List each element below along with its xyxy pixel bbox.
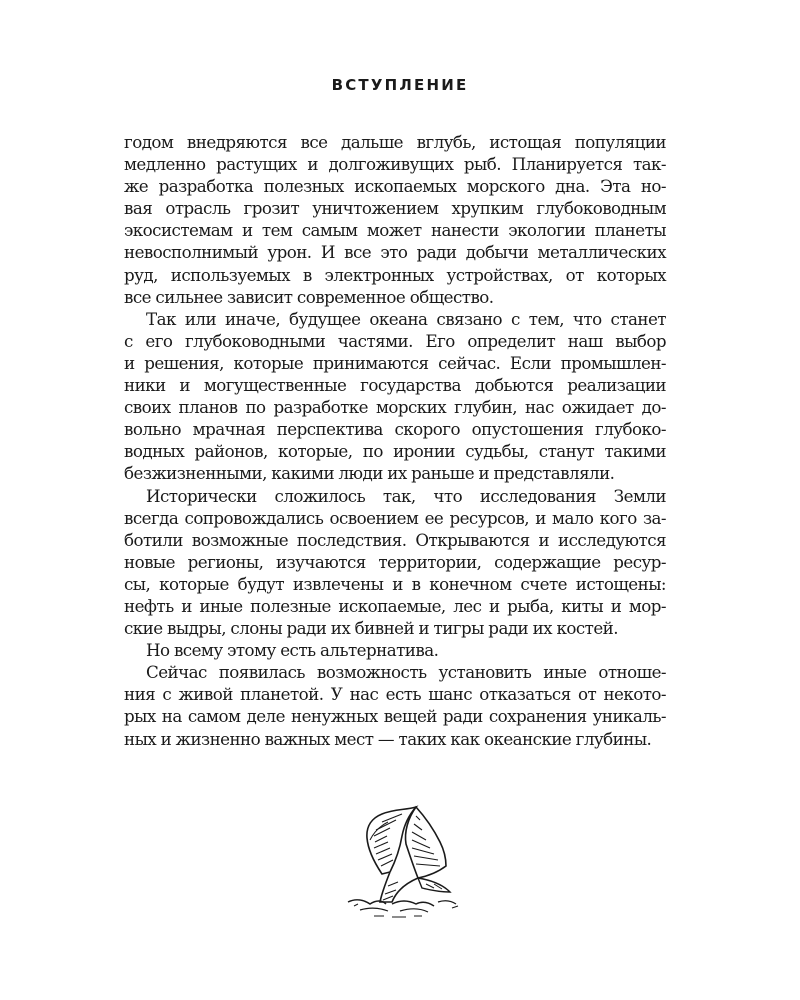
chapter-header: ВСТУПЛЕНИЕ xyxy=(331,76,469,94)
text-line: медленно растущих и долгоживущих рыб. Планируется так- xyxy=(124,154,666,175)
text-line: своих планов по разработке морских глубин, нас ожидает до- xyxy=(124,397,666,418)
text-line: Так или иначе, будущее океана связано с тем, что станет xyxy=(146,308,666,329)
text-line: всегда сопровождались освоением ее ресурсов, и мало кого за- xyxy=(124,507,666,528)
text-line: Исторически сложилось так, что исследования Земли xyxy=(146,485,666,506)
text-line: ники и могущественные государства добьются реализации xyxy=(124,375,666,396)
text-line: все сильнее зависит современное общество. xyxy=(124,286,494,307)
whale-tail-icon xyxy=(330,796,480,926)
text-line: годом внедряются все дальше вглубь, истощая популяции xyxy=(124,132,666,152)
text-line: ния с живой планетой. У нас есть шанс отказаться от некото- xyxy=(124,684,666,705)
text-line: руд, используемых в электронных устройствах, от которых xyxy=(124,264,666,285)
text-line: рых на самом деле ненужных вещей ради сохранения уникаль- xyxy=(124,706,666,727)
text-line: экосистемам и тем самым может нанести экологии планеты xyxy=(124,220,666,241)
text-line: Но всему этому есть альтернатива. xyxy=(146,640,439,661)
text-line: водных районов, которые, по иронии судьбы, станут такими xyxy=(124,441,666,462)
text-line: невосполнимый урон. И все это ради добычи металлических xyxy=(124,242,666,263)
text-line: ские выдры, слоны ради их бивней и тигры ради их костей. xyxy=(124,618,618,639)
text-line: безжизненными, какими люди их раньше и представляли. xyxy=(124,463,615,484)
text-line: Сейчас появилась возможность установить иные отноше- xyxy=(146,662,666,683)
text-line: сы, которые будут извлечены и в конечном счете истощены: xyxy=(124,573,666,594)
text-line: вая отрасль грозит уничтожением хрупким глубоководным xyxy=(124,198,666,219)
text-line: нефть и иные полезные ископаемые, лес и рыба, киты и мор- xyxy=(124,595,666,616)
text-line: новые регионы, изучаются территории, содержащие ресур- xyxy=(124,551,666,572)
text-line: и решения, которые принимаются сейчас. Если промышлен- xyxy=(124,352,666,373)
text-line: ных и жизненно важных мест — таких как океанские глубины. xyxy=(124,728,652,749)
text-line: ботили возможные последствия. Открываются и исследуются xyxy=(124,529,666,550)
text-line: вольно мрачная перспектива скорого опустошения глубоко- xyxy=(124,419,666,440)
text-line: с его глубоководными частями. Его определит наш выбор xyxy=(124,330,666,351)
text-line: же разработка полезных ископаемых морского дна. Эта но- xyxy=(124,176,666,197)
body-text xyxy=(124,131,666,750)
